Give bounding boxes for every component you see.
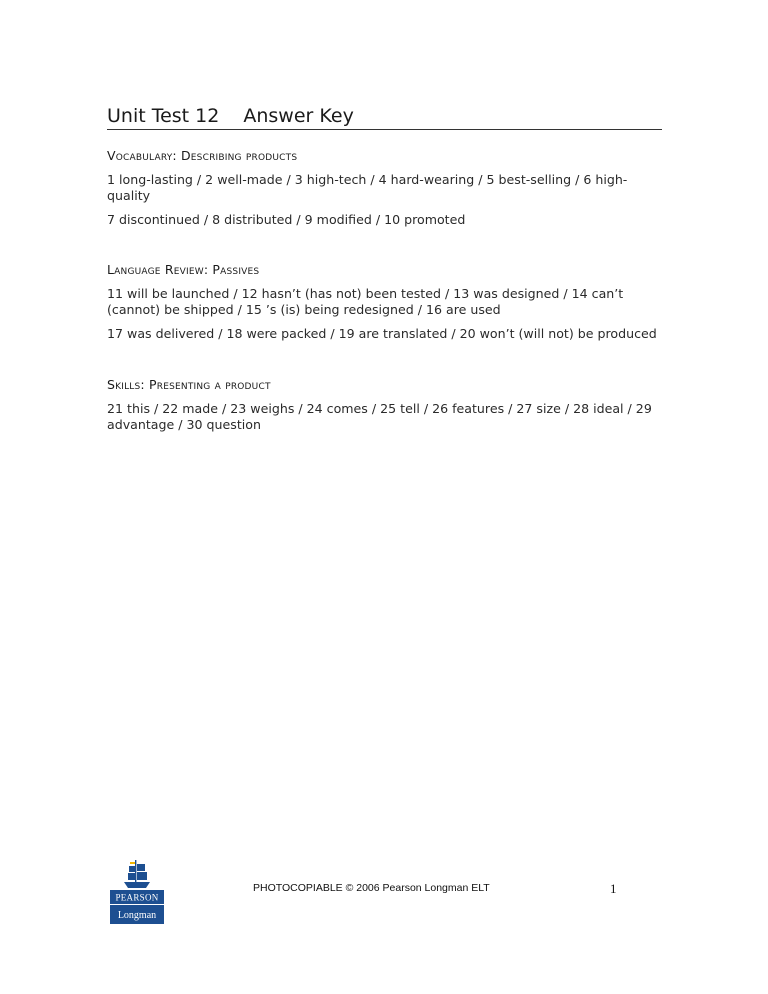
page-number: 1 — [610, 881, 617, 896]
title-unit: Unit Test 12 — [107, 105, 220, 127]
footer-copyright: PHOTOCOPIABLE © 2006 Pearson Longman ELT — [253, 882, 490, 894]
answer-line: 1 long-lasting / 2 well-made / 3 high-tech / 4 hard-wearing / 5 best-selling / 6 high-quality — [107, 172, 628, 203]
section-vocabulary — [107, 148, 667, 237]
page-title — [107, 104, 662, 130]
answer-line: 7 discontinued / 8 distributed / 9 modified / 10 promoted — [107, 212, 466, 227]
pearson-longman-logo — [110, 858, 164, 924]
logo-word-top: PEARSON — [115, 892, 159, 903]
title-answer-key: Answer Key — [243, 105, 354, 127]
section-heading: Language Review: Passives — [107, 262, 260, 277]
answer-line: 17 was delivered / 18 were packed / 19 are translated / 20 won’t (will not) be produced — [107, 326, 657, 341]
answer-line: 11 will be launched / 12 hasn’t (has not) been tested / 13 was designed / 14 can’t (cannot) be shipped / 15 ’s (is) being redesigned / 16 are used — [107, 286, 624, 317]
ship-icon — [124, 860, 150, 888]
section-heading: Skills: Presenting a product — [107, 377, 271, 392]
section-heading: Vocabulary: Describing products — [107, 148, 298, 163]
section-skills — [107, 377, 667, 441]
logo-word-bottom: Longman — [117, 910, 157, 921]
section-language-review — [107, 262, 667, 351]
answer-line: 21 this / 22 made / 23 weighs / 24 comes / 25 tell / 26 features / 27 size / 28 ideal / 29 advantage / 30 question — [107, 401, 652, 432]
